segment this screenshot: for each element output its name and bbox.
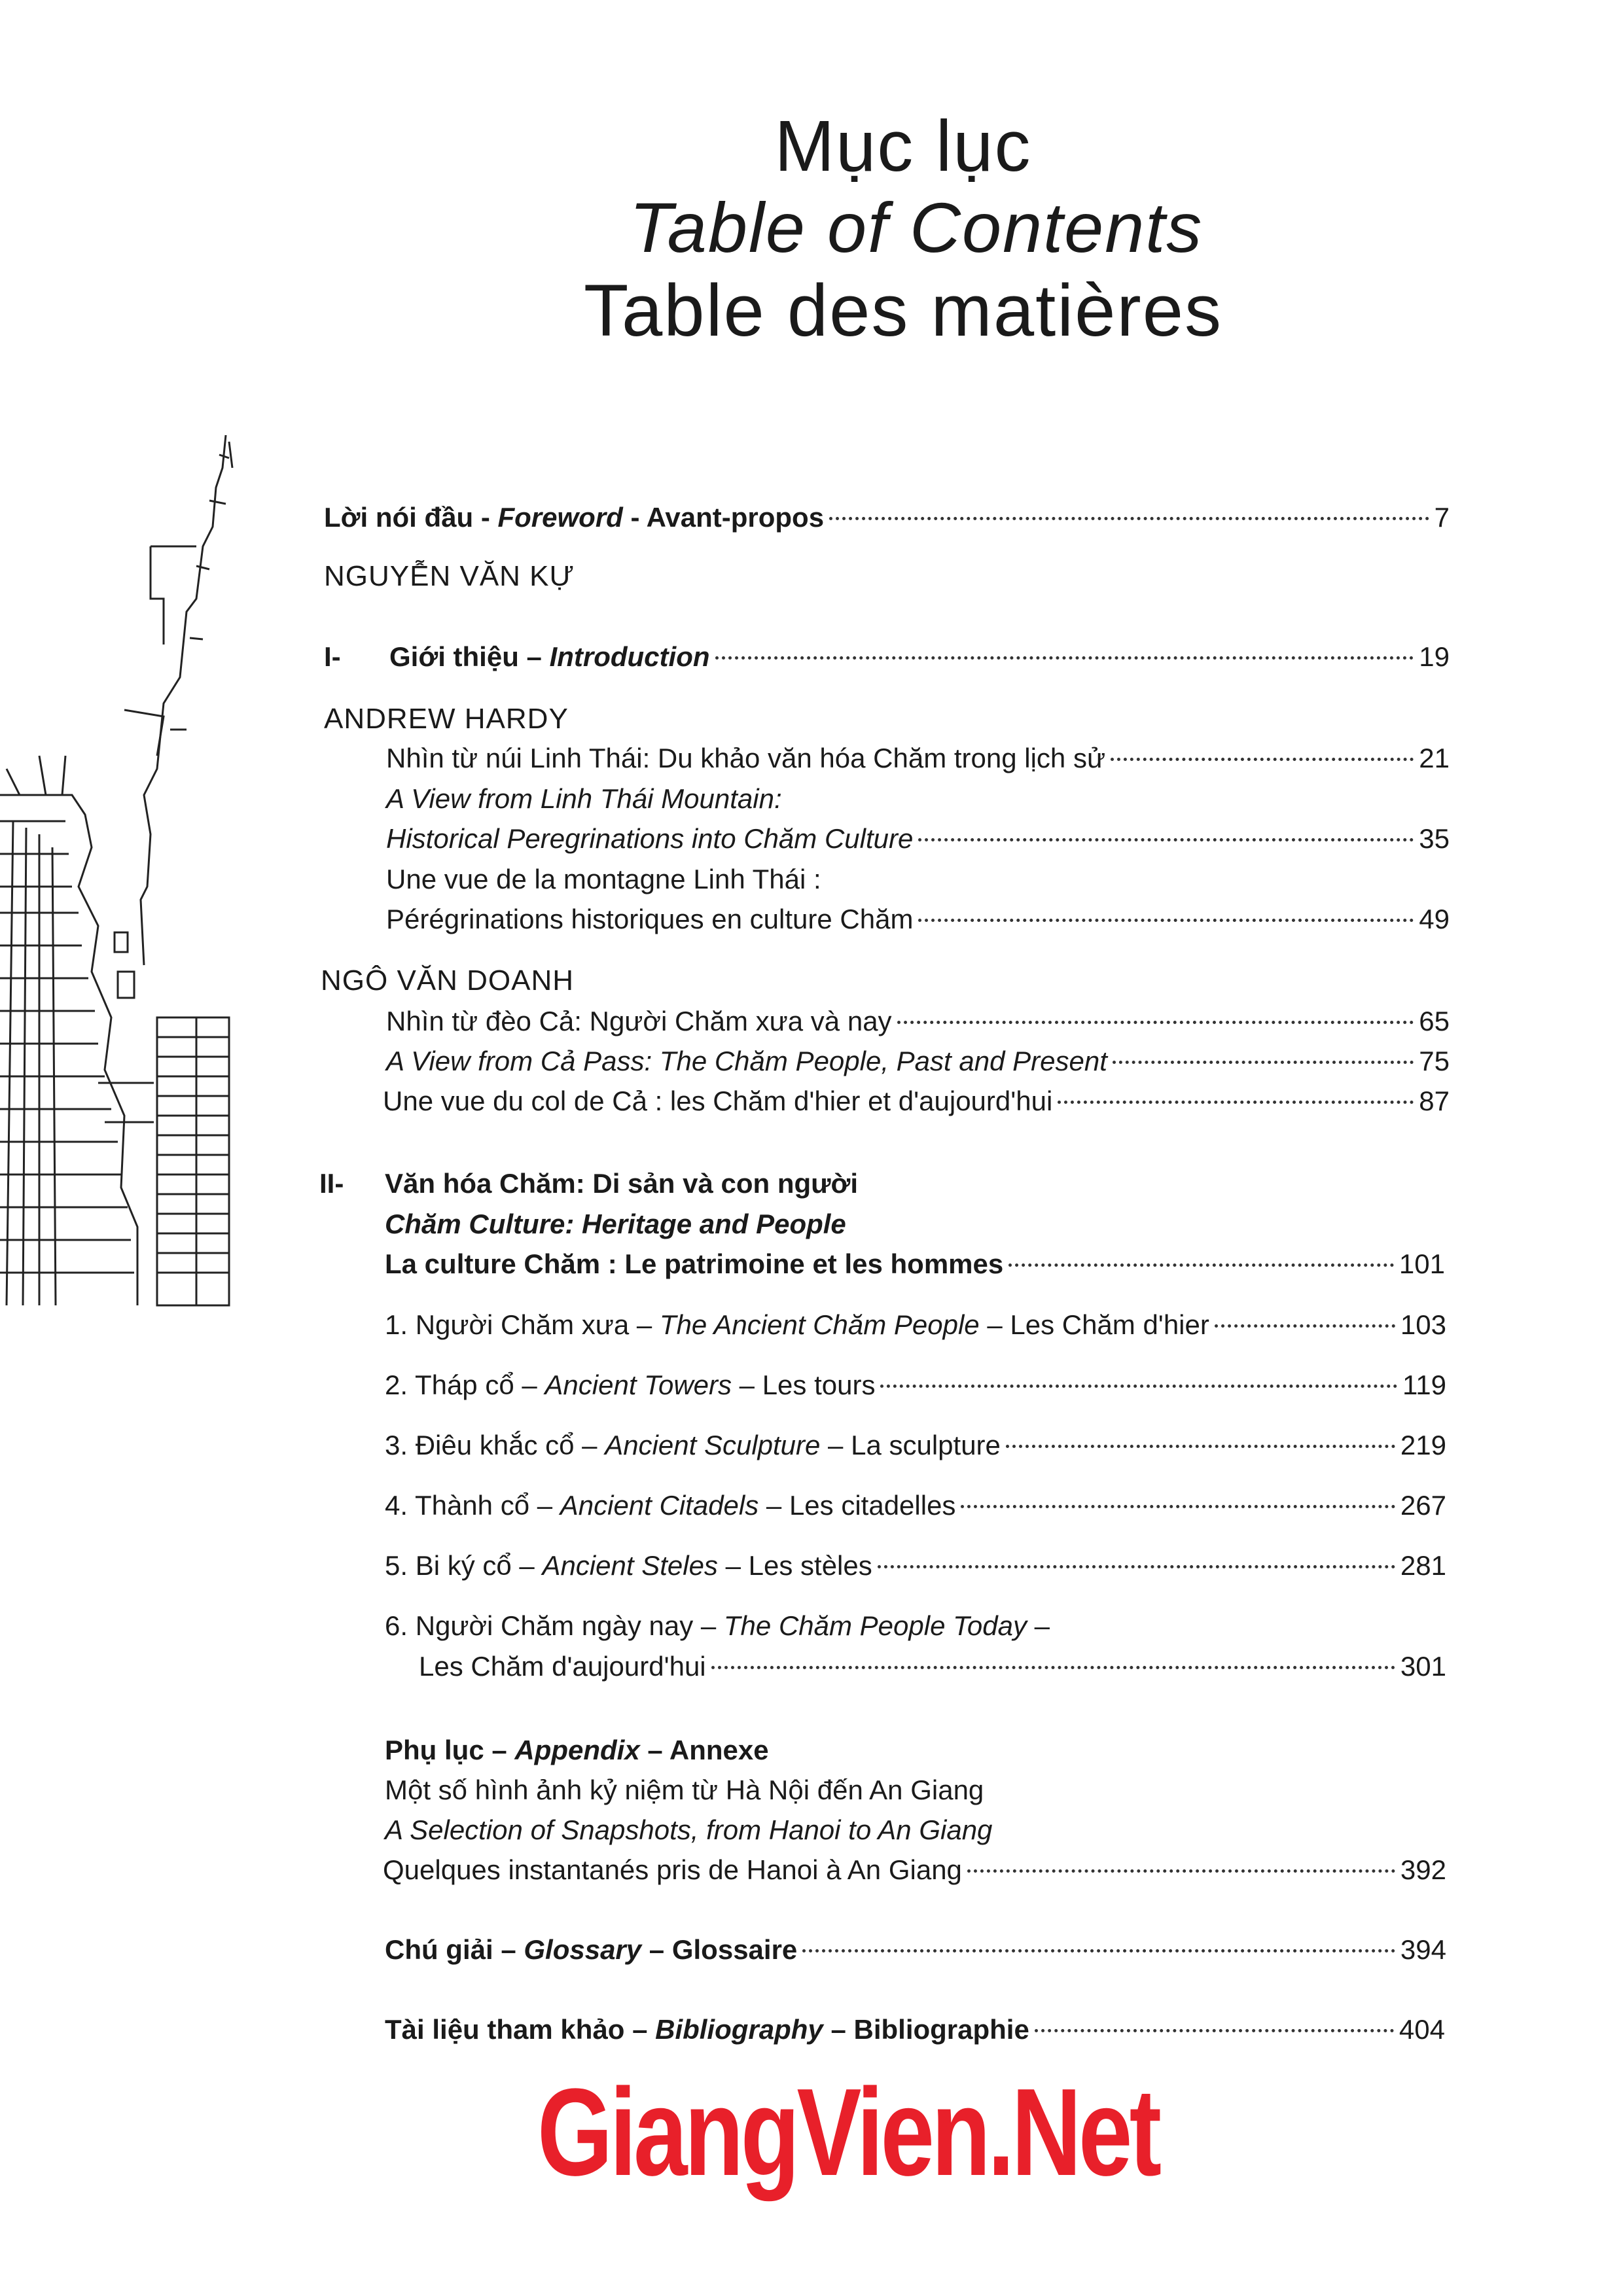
author-name: ANDREW HARDY — [324, 703, 569, 735]
page-number: 404 — [1399, 2014, 1445, 2045]
toc-entry-label: Quelques instantanés pris de Hanoi à An Giang — [383, 1854, 962, 1885]
leader-dots — [1008, 1263, 1394, 1267]
toc-entry-chapter-3[interactable] — [385, 1426, 1446, 1464]
toc-entry-label: Nhìn từ đèo Cả: Người Chăm xưa và nay — [386, 1006, 892, 1036]
leader-dots — [1215, 1324, 1395, 1328]
page-number: 65 — [1419, 1006, 1450, 1036]
leader-dots — [961, 1505, 1395, 1508]
page-number: 35 — [1419, 823, 1450, 854]
toc-entry-chapter-5[interactable] — [385, 1547, 1446, 1585]
toc-entry-doanh-en[interactable] — [386, 1042, 1450, 1080]
page-number: 219 — [1400, 1430, 1446, 1460]
leader-dots — [711, 1666, 1395, 1669]
toc-entry-label: 1. Người Chăm xưa – The Ancient Chăm People – Les Chăm d'hier — [385, 1309, 1209, 1340]
page-number: 87 — [1419, 1086, 1450, 1116]
toc-entry-label: 4. Thành cổ – Ancient Citadels – Les citadelles — [385, 1490, 956, 1521]
page-number: 101 — [1399, 1248, 1445, 1279]
toc-entry-hardy-en[interactable] — [386, 820, 1450, 858]
page-number: 119 — [1402, 1369, 1446, 1400]
toc-entry-label: Nhìn từ núi Linh Thái: Du khảo văn hóa Chăm trong lịch sử — [386, 743, 1106, 773]
leader-dots — [1006, 1445, 1395, 1448]
page-number: 7 — [1434, 502, 1450, 533]
appendix-heading: Phụ lục – Appendix – Annexe — [385, 1735, 769, 1765]
toc-entry-label: A View from Linh Thái Mountain: — [386, 783, 782, 814]
leader-dots — [1113, 1061, 1414, 1064]
toc-entry-chapter-4[interactable] — [385, 1487, 1446, 1525]
toc-entry-glossary[interactable] — [385, 1931, 1446, 1969]
author-name: NGÔ VĂN DOANH — [321, 964, 575, 997]
page-number: 21 — [1419, 743, 1450, 773]
leader-dots — [918, 919, 1414, 922]
toc-entry-label: Une vue du col de Cả : les Chăm d'hier et d'aujourd'hui — [383, 1086, 1053, 1116]
leader-dots — [1035, 2029, 1394, 2032]
toc-entry-chapter-6[interactable] — [419, 1648, 1446, 1686]
toc-entry-doanh-fr[interactable] — [383, 1082, 1450, 1120]
toc-entry-label: 2. Tháp cổ – Ancient Towers – Les tours — [385, 1369, 876, 1400]
toc-entry-label: Historical Peregrinations into Chăm Culture — [386, 823, 914, 854]
toc-entry-label: 5. Bi ký cổ – Ancient Steles – Les stèles — [385, 1550, 872, 1581]
toc-entry-section-2[interactable] — [385, 1245, 1445, 1283]
page-number: 103 — [1400, 1309, 1446, 1340]
toc-entry-label: Pérégrinations historiques en culture Chăm — [386, 904, 914, 934]
toc-entry-bibliography[interactable] — [385, 2011, 1445, 2049]
leader-dots — [1058, 1101, 1414, 1104]
toc-entry-label: A Selection of Snapshots, from Hanoi to An Giang — [385, 1814, 993, 1845]
toc-entry-hardy-fr[interactable] — [386, 900, 1450, 938]
toc-entry-label: A View from Cả Pass: The Chăm People, Past and Present — [386, 1046, 1107, 1076]
toc-entry-label: Les Chăm d'aujourd'hui — [419, 1651, 706, 1682]
toc-entry-label: 3. Điêu khắc cổ – Ancient Sculpture – La sculpture — [385, 1430, 1001, 1460]
leader-dots — [878, 1565, 1395, 1568]
leader-dots — [897, 1021, 1414, 1024]
page-number: 392 — [1400, 1854, 1446, 1885]
toc-entry-label: Une vue de la montagne Linh Thái : — [386, 864, 821, 894]
watermark-logo: GiangVien.Net — [537, 2063, 1159, 2202]
title-french: Table des matières — [583, 270, 1223, 351]
page-number: 301 — [1400, 1651, 1446, 1682]
toc-entry-hardy-vi[interactable] — [386, 739, 1450, 777]
title-english: Table of Contents — [629, 188, 1204, 267]
temple-illustration — [0, 429, 236, 1312]
title-vietnamese: Mục lục — [774, 106, 1032, 186]
page-number: 75 — [1419, 1046, 1450, 1076]
author-name: NGUYỄN VĂN KỰ — [324, 560, 575, 592]
toc-entry-foreword[interactable] — [324, 499, 1450, 537]
page-number: 281 — [1400, 1550, 1446, 1581]
toc-entry-label: Một số hình ảnh kỷ niệm từ Hà Nội đến An Giang — [385, 1775, 984, 1805]
toc-entry-chapter-1[interactable] — [385, 1306, 1446, 1344]
toc-entry-label: I- Giới thiệu – Introduction — [324, 641, 710, 672]
toc-entry-chapter-6-title: 6. Người Chăm ngày nay – The Chăm People Today – — [385, 1610, 1050, 1641]
page-number: 49 — [1419, 904, 1450, 934]
page-number: 267 — [1400, 1490, 1446, 1521]
leader-dots — [967, 1869, 1395, 1873]
toc-entry-label: Chú giải – Glossary – Glossaire — [385, 1934, 798, 1965]
toc-entry-chapter-2[interactable] — [385, 1366, 1446, 1404]
toc-entry-label: Tài liệu tham khảo – Bibliography – Bibliographie — [385, 2014, 1029, 2045]
toc-entry-doanh-vi[interactable] — [386, 1002, 1450, 1040]
toc-entry-label: La culture Chăm : Le patrimoine et les hommes — [385, 1248, 1004, 1279]
toc-entry-introduction[interactable] — [324, 638, 1450, 676]
leader-dots — [880, 1385, 1397, 1388]
page-number: 394 — [1400, 1934, 1446, 1965]
section-heading-vi: II- Văn hóa Chăm: Di sản và con người — [319, 1168, 859, 1199]
section-heading-en: Chăm Culture: Heritage and People — [385, 1209, 846, 1239]
leader-dots — [829, 517, 1429, 520]
toc-entry-label: Lời nói đầu - Foreword - Avant-propos — [324, 502, 825, 533]
leader-dots — [715, 656, 1414, 660]
leader-dots — [802, 1949, 1395, 1952]
leader-dots — [1111, 758, 1414, 761]
leader-dots — [918, 838, 1414, 841]
page-number: 19 — [1419, 641, 1450, 672]
toc-entry-appendix[interactable] — [383, 1851, 1446, 1889]
